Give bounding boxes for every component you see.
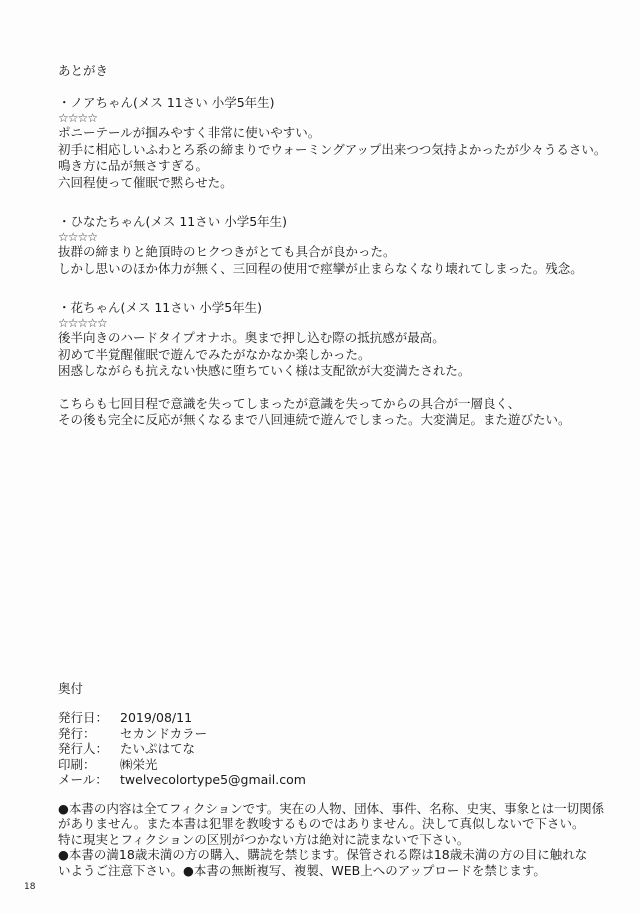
meta-label: 発行： [58, 725, 96, 741]
afterword-section [58, 62, 618, 451]
notice-line: ●本書の内容は全てフィクションです。実在の人物、団体、事件、名称、史実、事象とは一切関係 [58, 800, 605, 816]
entry-hana [58, 299, 618, 429]
entry-line: ポニーテールが掴みやすく非常に使いやすい。 [58, 125, 321, 140]
meta-row-issuer [58, 741, 618, 757]
colophon-title: 奥付 [58, 681, 84, 696]
entry-line: こちらも七回目程で意識を失ってしまったが意識を失ってからの具合が一層良く、 [58, 395, 521, 411]
meta-row-email [58, 772, 618, 788]
entry-paragraph [58, 396, 618, 429]
meta-label: メール： [58, 772, 108, 787]
entry-heading: ・花ちゃん(メス 11さい 小学5年生) [58, 300, 263, 315]
meta-value: ㈱栄光 [120, 756, 158, 772]
email-address: twelvecolortype5@gmail.com [120, 772, 306, 787]
star-rating: ☆☆☆☆ [58, 230, 98, 244]
entry-heading: ・ひなたちゃん(メス 11さい 小学5年生) [58, 214, 288, 229]
meta-label: 発行日： [58, 710, 109, 725]
entry-line: 困惑しながらも抗えない快感に堕ちていく様は支配欲が大変満たされた。 [58, 363, 471, 378]
entry-line: その後も完全に反応が無くなるまで八回連続で遊んでしまった。大変満足。また遊びたい。 [58, 412, 571, 427]
entry-hinata [58, 213, 618, 277]
entry-line: しかし思いのほか体力が無く、三回程の使用で痙攣が止まらなくなり壊れてしまった。残念。 [58, 260, 583, 276]
entry-line: 初めて半覚醒催眠で遊んでみたがなかなか楽しかった。 [58, 346, 371, 362]
meta-row-publisher [58, 726, 618, 742]
star-rating: ☆☆☆☆ [58, 111, 98, 125]
entry-line: 後半向きのハードタイプオナホ。奥まで押し込む際の抵抗感が最高。 [58, 330, 445, 345]
legal-notice [58, 801, 618, 879]
star-rating: ☆☆☆☆☆ [58, 316, 107, 330]
notice-line: いようご注意下さい。●本書の無断複写、複製、WEB上へのアップロードを禁じます。 [58, 862, 546, 878]
afterword-title: あとがき [58, 63, 109, 78]
notice-line: ●本書の満18歳未満の方の購入、購読を禁じます。保管される際は18歳未満の方の目に触れな [58, 847, 588, 862]
entry-line: 抜群の締まりと絶頂時のヒクつきがとても具合が良かった。 [58, 244, 396, 259]
entry-line: 初手に相応しいふわとろ系の締まりでウォーミングアップ出来つつ気持よかったが少々うるさい。 [58, 141, 607, 157]
entry-noa [58, 94, 618, 191]
notice-line: 特に現実とフィクションの区別がつかない方は絶対に読まないで下さい。 [58, 831, 470, 847]
meta-row-printer [58, 757, 618, 773]
notice-line: がありません。また本書は犯罪を教唆するものではありません。決して真似しないで下さい。 [58, 816, 585, 831]
meta-value: セカンドカラー [120, 725, 208, 741]
colophon-section [58, 680, 618, 878]
meta-label: 発行人： [58, 741, 109, 756]
entry-line: 六回程使って催眠で黙らせた。 [58, 174, 233, 190]
entry-line: 鳴き方に品が無さすぎる。 [58, 158, 209, 173]
meta-value: たいぷはてな [120, 741, 196, 756]
meta-label: 印刷： [58, 756, 96, 772]
page-number: 18 [24, 882, 36, 892]
meta-value: 2019/08/11 [120, 710, 193, 725]
meta-row-date [58, 710, 618, 726]
entry-heading: ・ノアちゃん(メス 11さい 小学5年生) [58, 95, 275, 110]
